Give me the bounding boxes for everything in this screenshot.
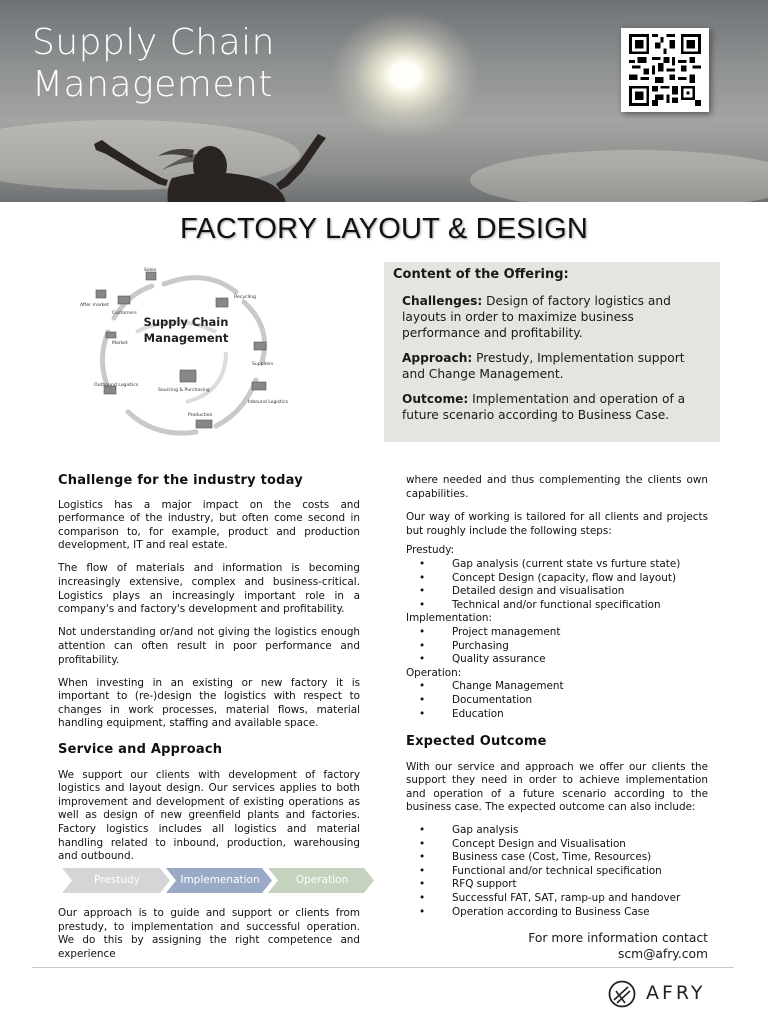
list-item-text: Business case (Cost, Time, Resources): [452, 851, 652, 864]
list-item-text: Change Management: [452, 680, 564, 693]
outcome-list: [406, 824, 708, 919]
customers-icon: [118, 296, 130, 304]
paragraph: Not understanding or/and not giving the logistics enough attention can often result in poor performance and profitability.: [58, 626, 360, 666]
list-item-text: Gap analysis: [452, 824, 519, 837]
diagram-label: After market: [80, 303, 109, 308]
contact-block: [500, 930, 708, 962]
operation-label: Operation:: [406, 666, 462, 679]
contact-email-link[interactable]: scm@afry.com: [617, 947, 708, 961]
bullet: •: [419, 557, 426, 570]
list-item: [406, 906, 708, 920]
offering-approach: [402, 350, 710, 382]
challenges-label: Challenges:: [402, 294, 483, 308]
step-prestudy: Prestudy: [94, 874, 140, 886]
list-item: [406, 680, 708, 694]
list-item: [406, 585, 708, 599]
suppliers-icon: [254, 342, 266, 350]
process-steps: [62, 868, 374, 893]
bullet: •: [419, 625, 426, 638]
diagram-label: Inbound Logistics: [248, 400, 289, 405]
offering-outcome: [402, 391, 710, 423]
bullet: •: [419, 639, 426, 652]
paragraph: The flow of materials and information is becoming increasingly extensive, complex and business-critical. Logistics plays an increasingly important role in a company's and factory's development and profitability.: [58, 562, 360, 616]
list-item-text: Quality assurance: [452, 653, 546, 666]
qr-code[interactable]: [621, 28, 709, 112]
hero-banner: [0, 0, 768, 202]
afry-wordmark: AFRY: [646, 982, 706, 1004]
qr-code-icon: [627, 34, 703, 106]
outcome-label: Outcome:: [402, 392, 469, 406]
diagram-label: Recycling: [234, 295, 256, 300]
after-market-icon: [96, 290, 106, 298]
diagram-label: Suppliers: [252, 362, 274, 367]
offering-title: Content of the Offering:: [393, 267, 569, 282]
page-headline: FACTORY LAYOUT & DESIGN: [179, 213, 589, 245]
list-item: [406, 640, 708, 654]
bullet: •: [419, 878, 426, 891]
supply-chain-diagram: [76, 262, 304, 442]
list-item-text: Detailed design and visualisation: [452, 585, 625, 598]
diagram-label: Customers: [112, 311, 137, 316]
cycle-arc: [244, 302, 265, 362]
bullet: •: [419, 680, 426, 693]
bullet: •: [419, 653, 426, 666]
list-item-text: Concept Design and Visualisation: [452, 837, 626, 850]
market-icon: [106, 332, 116, 338]
bullet: •: [419, 892, 426, 905]
challenges-text: Design of factory logistics and layouts in order to maximize business performance and profitability.: [402, 294, 671, 340]
sourcing-icon: [180, 370, 196, 382]
list-item-text: Education: [452, 707, 504, 720]
prestudy-label: Prestudy:: [406, 544, 455, 557]
list-item-text: Concept Design (capacity, flow and layout): [452, 571, 677, 584]
bullet: •: [419, 851, 426, 864]
list-item: [406, 626, 708, 640]
bullet: •: [419, 707, 426, 720]
expected-outcome-heading: Expected Outcome: [406, 734, 547, 750]
paragraph: where needed and thus complementing the clients own capabilities.: [406, 474, 708, 500]
diagram-center-title-2: Management: [143, 331, 229, 345]
sun: [330, 10, 480, 140]
list-item: [406, 694, 708, 708]
paragraph: With our service and approach we offer our clients the support they need in order to achieve implementation and operation of a future scenario according to the business case. The expected outcome can also include:: [406, 760, 708, 814]
right-column: [406, 474, 708, 919]
list-item: [406, 824, 708, 838]
approach-text: Prestudy, Implementation support and Change Management.: [402, 351, 685, 381]
diagram-label: Sourcing & Purchasing: [158, 388, 210, 393]
bullet: •: [419, 585, 426, 598]
step-implementation: Implemenation: [180, 874, 260, 886]
list-item-text: Documentation: [452, 693, 533, 706]
list-item-text: Purchasing: [452, 639, 509, 652]
list-item: [406, 851, 708, 865]
sales-icon: [146, 272, 156, 280]
list-item-text: Functional and/or technical specification: [452, 864, 662, 877]
offering-challenges: [402, 293, 710, 341]
diagram-label: Production: [188, 413, 213, 418]
cycle-arc: [128, 412, 196, 433]
list-item: [406, 865, 708, 879]
list-item-text: Operation according to Business Case: [452, 905, 650, 918]
list-item: [406, 838, 708, 852]
afry-logo: [608, 980, 710, 1008]
left-column-bottom: [58, 907, 360, 971]
bullet: •: [419, 824, 426, 837]
footer-divider: [32, 967, 734, 968]
production-icon: [196, 420, 212, 428]
list-item-text: Technical and/or functional specification: [452, 598, 661, 611]
diagram-label: Outbound Logistics: [94, 383, 139, 388]
paragraph: Our approach is to guide and support or clients from prestudy, to implementation and successful operation. We do this by assigning the right competence and experience: [58, 907, 360, 960]
prestudy-list: [406, 558, 708, 612]
list-item-text: Project management: [452, 625, 561, 638]
hero-title-line-1: Supply Chain: [32, 22, 275, 63]
paragraph: When investing in an existing or new factory it is important to (re-)design the logistics with respect to changes in work processes, material flows, material handling equipment, staffing and available space.: [58, 676, 360, 730]
diagram-label: Market: [112, 341, 128, 346]
paragraph: We support our clients with development of factory logistics and layout design. Our services applies to both improvement and development of existing operations as well as design of new greenfield plants and factories. Factory logistics includes all logistics and material handling related to inbound, production, warehousing and outbound.: [58, 768, 360, 863]
list-item: [406, 892, 708, 906]
diagram-center-title-1: Supply Chain: [143, 315, 229, 329]
list-item: [406, 878, 708, 892]
bullet: •: [419, 864, 426, 877]
left-column: [58, 474, 360, 873]
operation-list: [406, 680, 708, 721]
bullet: •: [419, 598, 426, 611]
bullet: •: [419, 693, 426, 706]
cycle-arc: [164, 278, 236, 292]
diagram-label: Sales: [144, 268, 157, 273]
bullet: •: [419, 837, 426, 850]
paragraph: Logistics has a major impact on the costs and performance of the industry, but often come second in comparison to, for example, product and production development, IT and real estate.: [58, 498, 360, 552]
afry-logo-icon: [608, 980, 636, 1008]
step-operation: Operation: [295, 874, 349, 886]
list-item: [406, 708, 708, 722]
list-item-text: Successful FAT, SAT, ramp-up and handover: [452, 892, 681, 905]
approach-label: Approach:: [402, 351, 473, 365]
list-item: [406, 558, 708, 572]
paragraph: Our way of working is tailored for all clients and projects but roughly include the following steps:: [406, 511, 708, 537]
outcome-text: Implementation and operation of a future scenario according to Business Case.: [402, 392, 686, 422]
hero-title-line-2: Management: [32, 64, 273, 105]
contact-line: For more information contact: [528, 931, 708, 945]
bullet: •: [419, 905, 426, 918]
raised-arms-silhouette: [88, 128, 328, 202]
list-item: [406, 653, 708, 667]
service-heading: Service and Approach: [58, 742, 223, 757]
challenge-heading: Challenge for the industry today: [58, 473, 303, 488]
hero-title: [32, 22, 332, 106]
list-item-text: Gap analysis (current state vs furture state): [452, 557, 681, 570]
offering-box: [384, 262, 720, 442]
implementation-label: Implementation:: [406, 612, 493, 625]
list-item-text: RFQ support: [452, 878, 517, 891]
cloud: [470, 150, 768, 202]
bullet: •: [419, 571, 426, 584]
list-item: [406, 599, 708, 613]
list-item: [406, 572, 708, 586]
implementation-list: [406, 626, 708, 667]
recycling-icon: [216, 298, 228, 307]
inbound-icon: [252, 382, 266, 390]
